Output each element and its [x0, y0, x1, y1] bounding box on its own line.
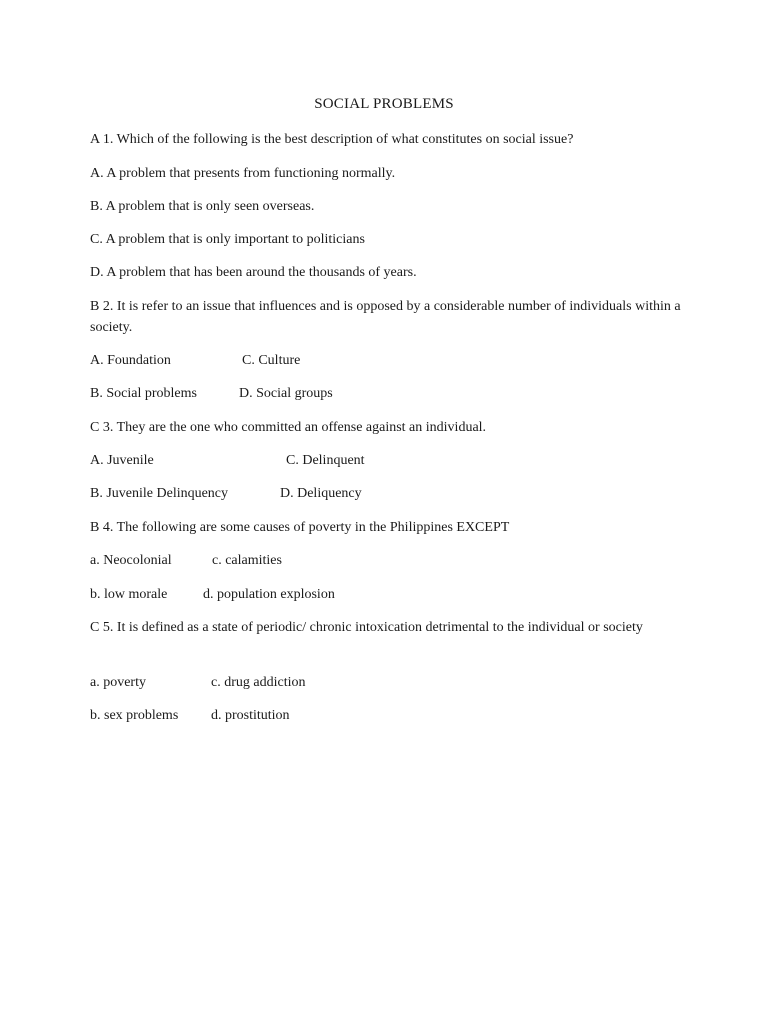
question-2-options-row-2	[90, 383, 690, 404]
question-3-option-a: A. Juvenile	[90, 453, 154, 468]
question-2-option-c: C. Culture	[242, 353, 301, 368]
question-2-options-row-1	[90, 350, 690, 371]
question-5-stem: C 5. It is defined as a state of periodic/ chronic intoxication detrimental to the individual or society	[90, 620, 643, 635]
question-5-options-row-2	[90, 705, 690, 726]
question-3-option-b: B. Juvenile Delinquency	[90, 486, 229, 501]
question-5-option-a: a. poverty	[90, 675, 146, 690]
question-2-stem: B 2. It is refer to an issue that influences and is opposed by a considerable number of individuals within a society.	[90, 299, 681, 335]
question-4-options-row-1	[90, 550, 690, 571]
question-4-option-c: c. calamities	[212, 553, 282, 568]
question-1-stem: A 1. Which of the following is the best description of what constitutes on social issue?	[90, 132, 574, 147]
question-4-options-row-2	[90, 584, 690, 605]
question-3-option-c: C. Delinquent	[286, 453, 365, 468]
question-4-stem: B 4. The following are some causes of poverty in the Philippines EXCEPT	[90, 520, 510, 535]
question-4-option-b: b. low morale	[90, 587, 168, 602]
document-title: SOCIAL PROBLEMS	[314, 96, 454, 112]
question-5-option-c: c. drug addiction	[211, 675, 306, 690]
question-2-option-a: A. Foundation	[90, 353, 171, 368]
question-5-option-d: d. prostitution	[211, 708, 290, 723]
question-1-option-c: C. A problem that is only important to politicians	[90, 232, 365, 247]
question-5-option-b: b. sex problems	[90, 708, 179, 723]
question-3-options-row-2	[90, 483, 690, 504]
question-3-options-row-1	[90, 450, 690, 471]
question-5-options-row-1	[90, 672, 690, 693]
question-4-option-a: a. Neocolonial	[90, 553, 172, 568]
question-4-option-d: d. population explosion	[203, 587, 335, 602]
question-2-option-d: D. Social groups	[239, 386, 333, 401]
question-1-option-b: B. A problem that is only seen overseas.	[90, 199, 315, 214]
question-1-option-a: A. A problem that presents from functioning normally.	[90, 166, 396, 181]
question-3-stem: C 3. They are the one who committed an offense against an individual.	[90, 420, 487, 435]
question-3-option-d: D. Deliquency	[280, 486, 362, 501]
question-2-option-b: B. Social problems	[90, 386, 197, 401]
question-1-option-d: D. A problem that has been around the thousands of years.	[90, 265, 417, 280]
